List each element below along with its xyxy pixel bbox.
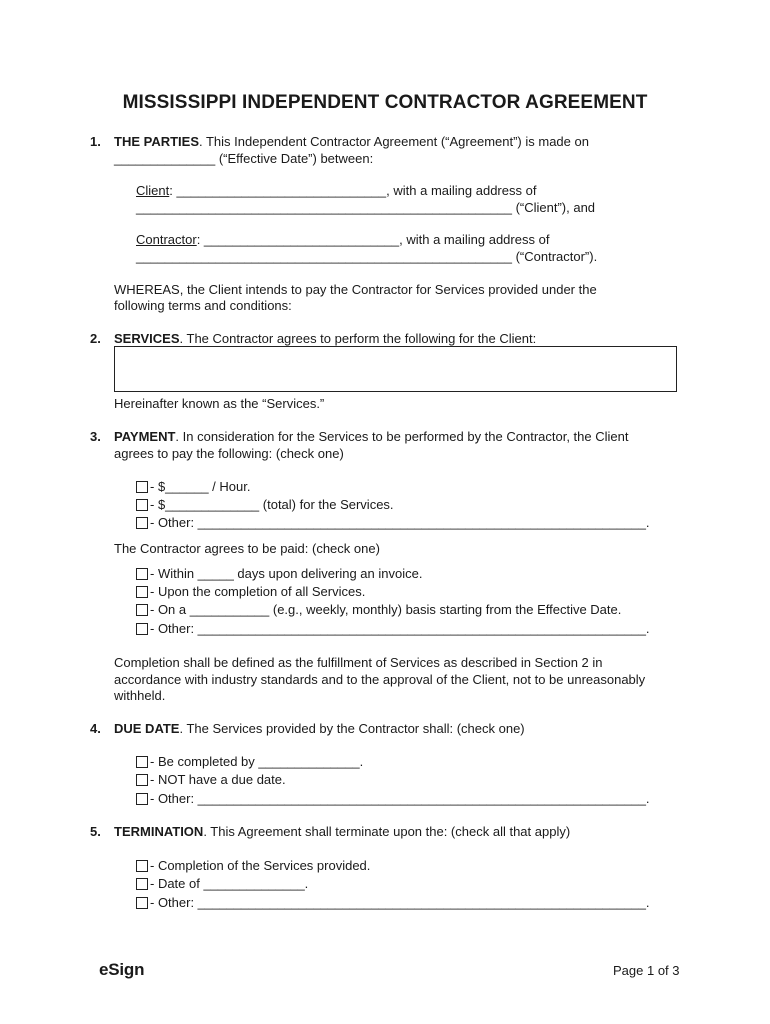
- checkbox[interactable]: [136, 568, 148, 580]
- contractor-field[interactable]: : ___________________________, with a mailing address of: [196, 232, 550, 247]
- termination-option-completion: [136, 858, 370, 874]
- services-text-box[interactable]: [114, 346, 677, 392]
- section-4-heading: DUE DATE: [114, 721, 180, 736]
- section-3-number: 3.: [90, 429, 101, 444]
- contractor-label: Contractor: [136, 232, 197, 247]
- paid-option-within: [136, 566, 422, 582]
- checkbox[interactable]: [136, 774, 148, 786]
- section-4-line: [114, 721, 525, 737]
- checkbox[interactable]: [136, 623, 148, 635]
- checkbox[interactable]: [136, 586, 148, 598]
- section-2-heading: SERVICES: [114, 331, 180, 346]
- checkbox[interactable]: [136, 604, 148, 616]
- client-line-2[interactable]: ____________________________________________________ (“Client”), and: [136, 200, 596, 215]
- checkbox[interactable]: [136, 517, 148, 529]
- section-1-line-1: [114, 134, 589, 150]
- option-label: - On a ___________ (e.g., weekly, monthly) basis starting from the Effective Date.: [150, 602, 622, 617]
- section-1-number: 1.: [90, 134, 101, 149]
- completion-line-1: Completion shall be defined as the fulfillment of Services as described in Section 2 in: [114, 655, 603, 670]
- whereas-line-1: WHEREAS, the Client intends to pay the Contractor for Services provided under the: [114, 282, 597, 297]
- checkbox[interactable]: [136, 897, 148, 909]
- section-1-text: . This Independent Contractor Agreement (“Agreement”) is made on: [199, 134, 589, 149]
- section-5-heading: TERMINATION: [114, 824, 204, 839]
- esign-logo: eSign: [99, 960, 145, 979]
- contractor-line-2[interactable]: ____________________________________________________ (“Contractor”).: [136, 249, 598, 264]
- option-label: - NOT have a due date.: [150, 772, 286, 787]
- client-label: Client: [136, 183, 170, 198]
- option-label: - Other: ______________________________________________________________.: [150, 791, 650, 806]
- option-label: - Upon the completion of all Services.: [150, 584, 366, 599]
- completion-line-3: withheld.: [114, 688, 166, 703]
- completion-line-2: accordance with industry standards and to the approval of the Client, not to be unreasonably: [114, 672, 646, 687]
- checkbox[interactable]: [136, 878, 148, 890]
- paid-option-basis: [136, 602, 621, 618]
- paid-option-other: [136, 621, 650, 637]
- due-option-other: [136, 791, 650, 807]
- section-5-line: [114, 824, 570, 840]
- section-4-number: 4.: [90, 721, 101, 736]
- checkbox[interactable]: [136, 793, 148, 805]
- checkbox[interactable]: [136, 499, 148, 511]
- section-4-text: . The Services provided by the Contractor shall: (check one): [179, 721, 525, 736]
- services-hereinafter: Hereinafter known as the “Services.”: [114, 396, 325, 411]
- option-label: - Within _____ days upon delivering an invoice.: [150, 566, 423, 581]
- option-label: - Be completed by ______________.: [150, 754, 364, 769]
- paid-option-completion: [136, 584, 365, 600]
- termination-option-other: [136, 895, 650, 911]
- whereas-line-2: following terms and conditions:: [114, 298, 292, 313]
- payment-option-total: [136, 497, 394, 513]
- contractor-line-1: [136, 232, 549, 248]
- paid-intro: The Contractor agrees to be paid: (check one): [114, 541, 380, 556]
- option-label: - Completion of the Services provided.: [150, 858, 371, 873]
- checkbox[interactable]: [136, 756, 148, 768]
- payment-option-hourly: [136, 479, 250, 495]
- section-5-number: 5.: [90, 824, 101, 839]
- section-1-heading: THE PARTIES: [114, 134, 199, 149]
- section-2-line: [114, 331, 536, 347]
- client-field[interactable]: : _____________________________, with a mailing address of: [169, 183, 537, 198]
- termination-option-date: [136, 876, 308, 892]
- section-1-line-2: ______________ (“Effective Date”) between:: [114, 151, 374, 166]
- payment-option-other: [136, 515, 650, 531]
- section-3-heading: PAYMENT: [114, 429, 176, 444]
- checkbox[interactable]: [136, 481, 148, 493]
- checkbox[interactable]: [136, 860, 148, 872]
- section-5-text: . This Agreement shall terminate upon the: (check all that apply): [203, 824, 571, 839]
- option-label: - $______ / Hour.: [150, 479, 251, 494]
- document-title: MISSISSIPPI INDEPENDENT CONTRACTOR AGREEMENT: [122, 92, 648, 113]
- option-label: - Other: ______________________________________________________________.: [150, 895, 650, 910]
- section-3-line-1: [114, 429, 628, 445]
- section-2-number: 2.: [90, 331, 101, 346]
- section-2-text: . The Contractor agrees to perform the following for the Client:: [179, 331, 537, 346]
- option-label: - Other: ______________________________________________________________.: [150, 515, 650, 530]
- page-number: Page 1 of 3: [613, 963, 680, 978]
- due-option-completed-by: [136, 754, 363, 770]
- option-label: - Other: ______________________________________________________________.: [150, 621, 650, 636]
- section-3-line-2: agrees to pay the following: (check one): [114, 446, 344, 461]
- option-label: - $_____________ (total) for the Services.: [150, 497, 394, 512]
- option-label: - Date of ______________.: [150, 876, 309, 891]
- due-option-none: [136, 772, 286, 788]
- section-3-text: . In consideration for the Services to be performed by the Contractor, the Client: [175, 429, 629, 444]
- client-line-1: [136, 183, 536, 199]
